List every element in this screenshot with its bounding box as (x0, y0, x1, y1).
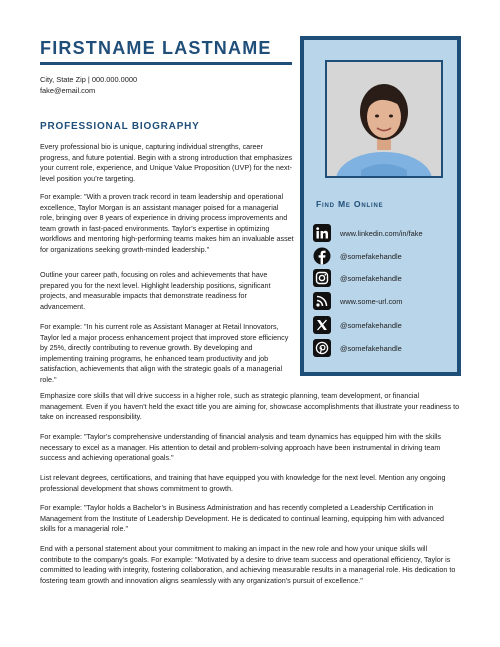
facebook-icon (313, 247, 331, 265)
social-link-instagram[interactable] (313, 268, 402, 288)
biography-heading: PROFESSIONAL BIOGRAPHY (40, 121, 200, 132)
email: fake@email.com (40, 86, 96, 95)
bio-paragraph: For example: "Taylor’s comprehensive understanding of financial analysis and team dynamics has equipped him with the skills necessary to excel as a manager. His attention to detail and problem-solving approach have been instrumental in driving team success and achieving operational goals." (40, 432, 441, 462)
social-link-facebook[interactable] (313, 246, 402, 266)
instagram-label: @somefakehandle (340, 273, 402, 283)
profile-photo-illustration (327, 62, 441, 176)
bio-paragraph: For example: "With a proven track record in team leadership and operational excellence, Taylor Morgan is an assistant manager poised for a managerial role, bringing over 8 years of experience in driving process improvements and team growth in fast-paced environments. Taylor’s expertise in optimizing workflows and mentoring high-performing teams makes him an invaluable asset for organizations seeking growth-minded leadership." (40, 192, 294, 254)
contact-block (40, 74, 137, 96)
bio-paragraph: End with a personal statement about your commitment to making an impact in the new role and how your unique skills will contribute to the company’s goals. For example: "Motivated by a desire to drive team success and operational efficiency, Taylor is committed to leading with integrity, fostering collaboration, and achieving measurable results in a managerial role. His dedication to fostering team growth and innovation aligns seamlessly with any organization’s pursuit of excellence." (40, 544, 456, 585)
bio-paragraph: Every professional bio is unique, capturing individual strengths, career progress, and future potential. Begin with a strong introduction that emphasizes your current role, experience, and Unique Value Proposition (UVP) for the next-level position you’re targeting. (40, 142, 293, 183)
social-link-linkedin[interactable] (313, 223, 423, 243)
rss-icon (313, 292, 331, 310)
social-link-pinterest[interactable] (313, 338, 402, 358)
profile-photo (325, 60, 443, 178)
social-link-website[interactable] (313, 291, 402, 311)
bio-paragraph: Outline your career path, focusing on roles and achievements that have prepared you for the next level. Highlight leadership positions, significant projects, and measurable impacts that demonstrate readiness for advancement. (40, 270, 271, 311)
bio-paragraph: Emphasize core skills that will drive success in a higher role, such as strategic planning, team development, or financial management. Even if you haven’t held the exact title you are aiming for, showcase accomplishments that illustrate your readiness to take on increased responsibility. (40, 391, 460, 421)
name-divider (40, 62, 292, 65)
x-icon (313, 316, 331, 334)
linkedin-label: www.linkedin.com/in/fake (340, 228, 423, 238)
x-label: @somefakehandle (340, 320, 402, 330)
pinterest-icon (313, 339, 331, 357)
facebook-label: @somefakehandle (340, 251, 402, 261)
bio-paragraph: For example: "Taylor holds a Bachelor’s in Business Administration and has recently completed a Leadership Certification in Management from the Institute of Leadership Development. He is dedicated to continual learning, equipping him with advanced skills for a managerial role." (40, 503, 444, 533)
candidate-name: FIRSTNAME LASTNAME (40, 38, 272, 58)
instagram-icon (313, 269, 331, 287)
bio-paragraph: For example: "In his current role as Assistant Manager at Retail Innovators, Taylor led a major process enhancement project that improved store efficiency by 25%, directly contributing to revenue growth. By developing and implementing training programs, he enhanced team productivity and job satisfaction, achievements that align with the strategic goals of a managerial role." (40, 322, 289, 384)
social-link-x[interactable] (313, 315, 402, 335)
bio-paragraph: List relevant degrees, certifications, and training that have equipped you with knowledge for the next level. Mention any ongoing professional development that shows commitment to growth. (40, 473, 446, 493)
linkedin-icon (313, 224, 331, 242)
pinterest-label: @somefakehandle (340, 343, 402, 353)
location-phone: City, State Zip | 000.000.0000 (40, 75, 138, 84)
find-me-online-heading: Find Me Online (316, 199, 384, 209)
website-label: www.some-url.com (340, 296, 403, 306)
